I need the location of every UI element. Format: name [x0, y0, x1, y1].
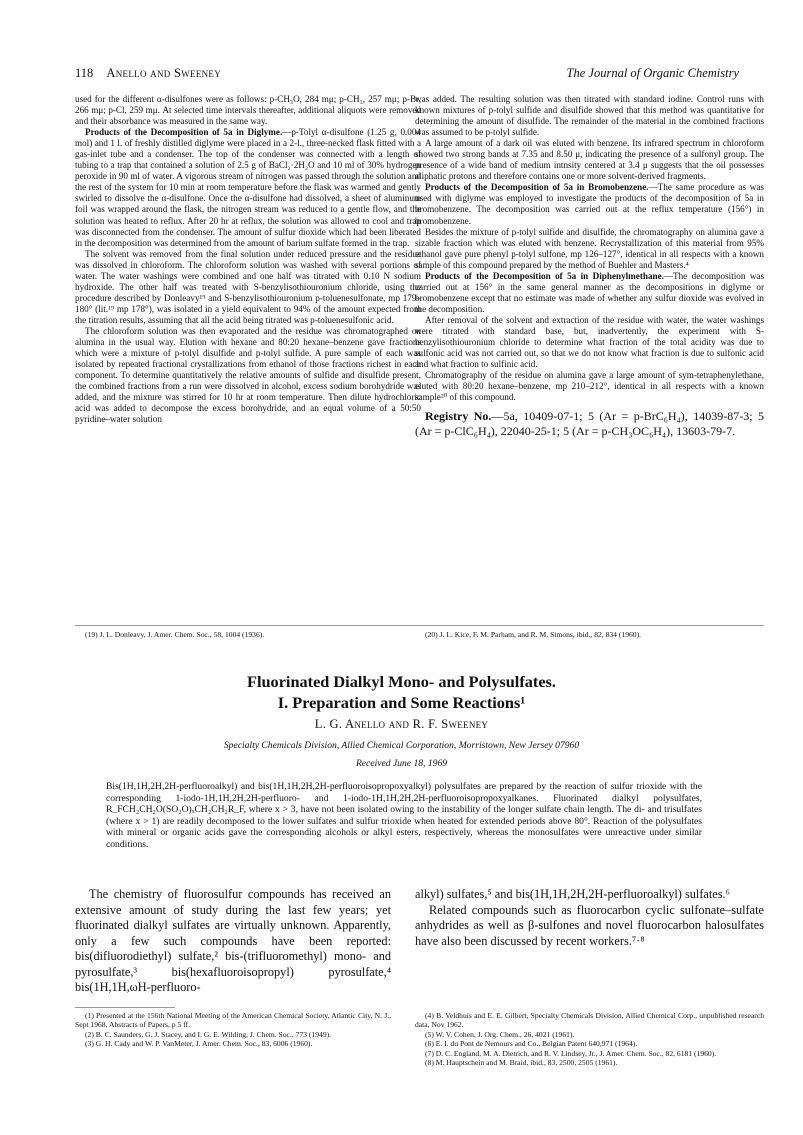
affiliation: Specialty Chemicals Division, Allied Chemical Corporation, Morristown, New Jersey 07960: [223, 740, 580, 751]
journal-name: The Journal of Organic Chemistry: [566, 66, 739, 80]
paragraph: Products of the Decomposition of 5a in Diglyme.—p-Tolyl α-disulfone (1.25 g, 0.004 mol) and 1 l. of freshly distilled diglyme were placed in a 2-l., three-necked flask fitted with a gas-inlet tube and a condenser. The top of the condenser was connected with a length of tubing to a trap that contained a solution of 2.5 g of BaCl₂·2H₂O and 10 ml of 30% hydrogen peroxide in 90 ml of water. A vigorous stream of nitrogen was passed through the solution and the rest of the system for 10 min at room temperature before the flask was warmed and gently swirled to dissolve the α-disulfone. Once the α-disulfone had dissolved, a sheet of aluminum foil was wrapped around the flask, the nitrogen stream was reduced to a gentle flow, and the solution was heated to reflux. After 20 hr at reflux, the solution was allowed to cool and trap was disconnected from the condenser. The amount of sulfur dioxide which had been liberated in the decomposition was determined from the amount of barium sulfate formed in the trap.: [75, 127, 421, 248]
paragraph: alkyl) sulfates,⁵ and bis(1H,1H,2H,2H-perfluoroalkyl) sulfates.⁶: [415, 887, 730, 901]
registry-numbers: Registry No.—5a, 10409-07-1; 5 (Ar = p-BrC₆H₄), 14039-87-3; 5 (Ar = p-ClC₆H₄), 22040-25-1; 5 (Ar = p-CH₃OC₆H₄), 13603-79-7.: [415, 409, 765, 438]
abstract: Bis(1H,1H,2H,2H-perfluoroalkyl) and bis(1H,1H,2H,2H-perfluoroisopropoxyalkyl) polysulfates are prepared by the reaction of sulfur trioxide with the corresponding 1-iodo-1H,1H,2H,2H-perfluoro- and 1-iodo-1H,1H,2H,2H-perfluoroisopropoxyalkanes. Fluorinated dialkyl polysulfates, R_FCH₂CH₂O(SO₂O)ₓCH₂CH₂R_F, where x > 3, have not been isolated owing to the instability of the longer sulfate chain length. The di- and trisulfates (where x > 1) are readily decomposed to the lower sulfates and sulfur trioxide when heated for extended periods above 80°. Reaction of the polysulfates with mineral or organic acids gave the corresponding alcohols or alkyl esters, respectively, whereas the monosulfates were unreactive under similar conditions.: [106, 781, 702, 850]
footnotes-right: [415, 1011, 764, 1067]
footnotes-left: [75, 1011, 391, 1049]
paragraph: The solvent was removed from the final solution under reduced pressure and the residue was dissolved in chloroform. The chloroform solution was washed with several portions of water. The water washings were combined and one half was titrated with 0.10 N sodium hydroxide. The other half was treated with S-benzylisothiouronium chloride, using the procedure described by Donleavy¹⁹ and S-benzylisothiouronium p-toluenesulfonate, mp 179–180° (lit.¹⁹ mp 178°), was isolated in a yield equivalent to 94% of the amount expected from the titration results, assuming that all the acid being titrated was p-toluenesulfonic acid.: [75, 248, 421, 325]
footnote: (6) E. I. du Pont de Nemours and Co., Belgian Patent 640,971 (1964).: [425, 1039, 638, 1049]
footnote: (19) J. L. Donleavy, J. Amer. Chem. Soc., 58, 1004 (1936).: [85, 630, 265, 639]
footnote-rule: [75, 1007, 175, 1008]
body-right-column: [415, 887, 764, 949]
page-number: 118: [75, 66, 94, 80]
running-authors: Anello and Sweeney: [106, 66, 222, 80]
paragraph: Products of the Decomposition of 5a in Bromobenzene.—The same procedure as was used with diglyme was employed to investigate the products of the decomposition of 5a in bromobenzene. The decomposition was carried out at the reflux temperature (156°) in bromobenzene.: [415, 182, 764, 226]
footnote: (1) Presented at the 156th National Meeting of the American Chemical Society, Atlantic City, N. J., Sept 1968, Abstracts of Papers, p 5 ff.: [75, 1011, 391, 1030]
paragraph: Products of the Decomposition of 5a in Diphenylmethane.—The decomposition was carried out at 156° in the same general manner as the decompositions in diglyme or bromobenzene except that no estimate was made of whether any sulfur dioxide was evolved in the decomposition.: [415, 270, 765, 314]
paragraph: Related compounds such as fluorocarbon cyclic sulfonate–sulfate anhydrides as well as β-sulfones and novel fluorocarbon halosulfates have also been discussed by recent workers.⁷·⁸: [415, 902, 764, 948]
top-left-column: [75, 94, 421, 425]
paragraph: After removal of the solvent and extraction of the residue with water, the water washings were titrated with standard base, but, inadvertently, the experiment with S-benzylisothiouronium chloride to determine what fraction of the total acidity was due to sulfonic acid was not carried out, so that we do not know what fraction is due to sulfonic acid and what fraction to sulfinic acid.: [415, 314, 764, 370]
running-header-left: [75, 66, 221, 81]
body-left-column: [75, 887, 391, 996]
section-heading: Products of the Decomposition of 5a in Bromobenzene.: [425, 182, 649, 193]
footnote: (7) D. C. England, M. A. Dietrich, and R. V. Lindsey, Jr., J. Amer. Chem. Soc., 82, 6181 (1960).: [425, 1048, 717, 1058]
top-right-column: [415, 94, 764, 438]
paragraph: The chemistry of fluorosulfur compounds has received an extensive amount of study during the last few years; yet fluorinated dialkyl sulfates are virtually unknown. Apparently, only a few such compounds have been reported: bis(difluorodiethyl) sulfate,² bis-(trifluoromethyl) mono- and pyrosulfate,³ bis(hexafluoroisopropyl) pyrosulfate,⁴ bis(1H,1H,ωH-perfluoro-: [75, 887, 391, 994]
footnote: (4) B. Veldhuis and E. E. Gilbert, Specialty Chemicals Division, Allied Chemical Corp., unpublished research data, Nov 1962.: [415, 1011, 764, 1030]
article-title-line-1: Fluorinated Dialkyl Mono- and Polysulfates.: [247, 672, 556, 691]
article-authors: L. G. Anello and R. F. Sweeney: [314, 717, 489, 731]
section-heading: Products of the Decomposition of 5a in Diphenylmethane.: [425, 270, 664, 281]
paragraph: Besides the mixture of p-tolyl sulfide and disulfide, the chromatography on alumina gave a sizable fraction which was eluted with benzene. Recrystallization of this material from 95% ethanol gave pure phenyl p-tolyl sulfone, mp 126–127°, identical in all respects with a known sample of this compound prepared by the method of Buehler and Masters.⁴: [415, 226, 764, 270]
article-title-line-2: I. Preparation and Some Reactions¹: [277, 693, 526, 712]
paragraph: A large amount of a dark oil was eluted with benzene. Its infrared spectrum in chloroform showed two strong bands at 7.35 and 8.50 μ, indicating the presence of a sulfonyl group. The presence of a wide band of medium intnsity centered at 3.4 μ suggests that the oil possesses aliphatic protons and therefore contains one or more solvent-derived fragments.: [415, 138, 764, 182]
footnote-rule: [415, 625, 764, 626]
paragraph: used for the different α-disulfones were as follows: p-CH₃O, 284 mμ; p-CH₃, 257 mμ; p-Br, 266 mμ; p-Cl, 259 mμ. At selected time intervals thereafter, additional aliquots were removed and their absorbance was measured in the same way.: [75, 94, 421, 127]
footnote: (2) B. C. Saunders, G. J. Stacey, and I. G. E. Wilding, J. Chem. Soc., 773 (1949).: [85, 1029, 332, 1039]
footnote: (8) M. Hauptschein and M. Braid, ibid., 83, 2500, 2505 (1961).: [425, 1058, 618, 1068]
section-heading: Products of the Decomposition of 5a in Diglyme.: [85, 127, 283, 138]
paragraph: Chromatography of the residue on alumina gave a large amount of sym-tetraphenylethane, eluted with 80:20 hexane–benzene, mp 210–212°, identical in all respects with a known sample²⁰ of this compound.: [415, 370, 764, 403]
footnote: (20) J. L. Kice, F. M. Parham, and R. M. Simons, ibid., 82, 834 (1960).: [425, 630, 642, 639]
received-date: Received June 18, 1969: [355, 758, 448, 769]
footnote-rule: [75, 625, 421, 626]
footnote: (3) G. H. Cady and W. P. VanMeter, J. Amer. Chem. Soc., 83, 6006 (1960).: [85, 1039, 313, 1049]
footnote: (5) W. V. Cohen, J. Org. Chem., 26, 4021 (1961).: [425, 1029, 575, 1039]
paragraph: was added. The resulting solution was then titrated with standard iodine. Control runs with known mixtures of p-tolyl sulfide and disulfide showed that this method was quantitative for determining the amount of disulfide. The remainder of the material in the combined fractions was assumed to be p-tolyl sulfide.: [415, 94, 764, 138]
paragraph: The chloroform solution was then evaporated and the residue was chromatographed on alumina in the usual way. Elution with hexane and 80:20 hexane–benzene gave fractions which were a mixture of p-tolyl disulfide and p-tolyl sulfide. A pure sample of each was isolated by repeated fractional crystallizations from ethanol of those fractions richest in each component. To determine quantitatively the relative amounts of sulfide and disulfide present, the combined fractions from a run were dissolved in alcohol, excess sodium borohydride was added, and the mixture was stirred for 10 hr at room temperature. Then dilute hydrochloric acid was added to decompose the excess borohydride, and an equal volume of a 50:50 pyridine–water solution: [75, 325, 421, 425]
